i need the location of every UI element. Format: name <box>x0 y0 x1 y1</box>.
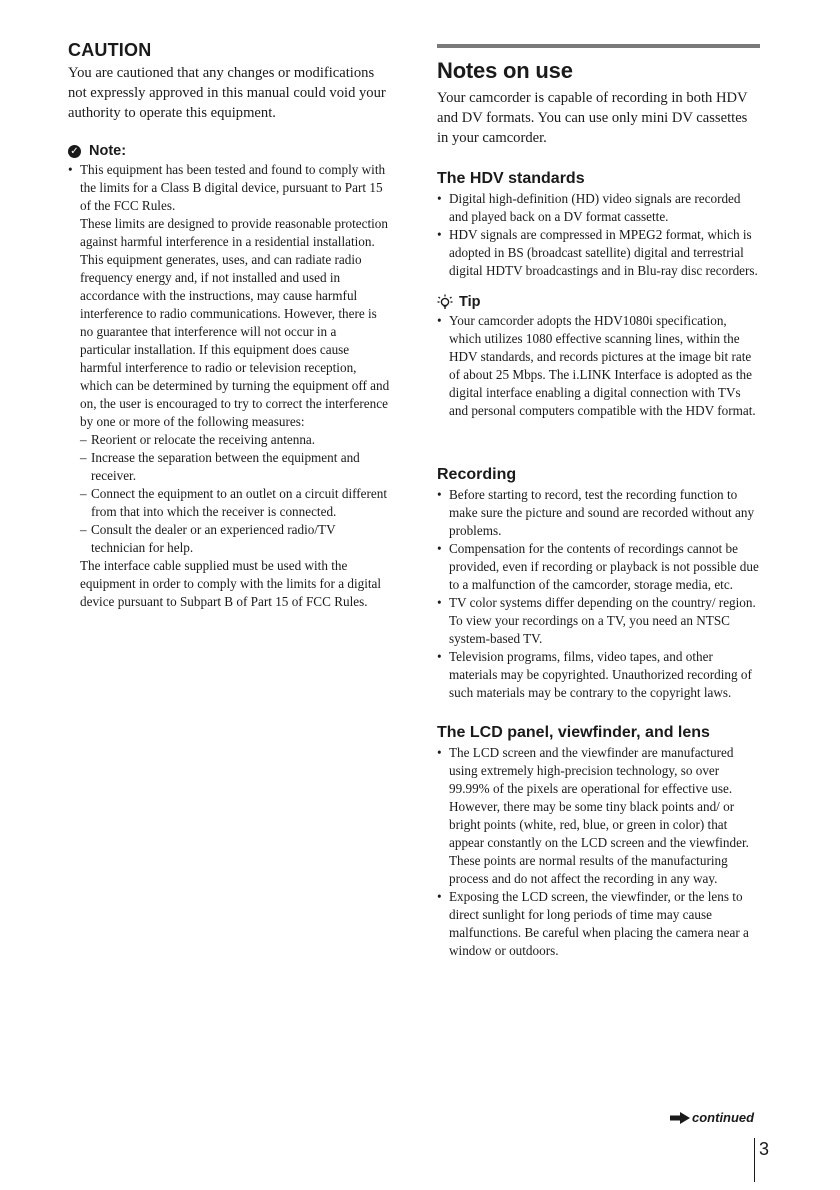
recording-heading: Recording <box>437 466 517 483</box>
measure-item: – Increase the separation between the equipment and receiver. <box>80 450 360 483</box>
notes-on-use-intro: Your camcorder is capable of recording in both HDV and DV formats. You can use only mini DV cassettes in your camcorder. <box>437 90 748 146</box>
note-para-1: This equipment has been tested and found to comply with the limits for a Class B digital device, pursuant to Part 15 of the FCC Rules. <box>80 162 386 213</box>
page-number-rule <box>754 1138 755 1182</box>
measure-item: – Connect the equipment to an outlet on a circuit different from that into which the receiver is connected. <box>80 486 388 519</box>
list-item: • Exposing the LCD screen, the viewfinder, or the lens to direct sunlight for long periods of time may cause malfunctions. Be careful when placing the camera near a window or outdoors. <box>437 889 749 958</box>
section-rule <box>437 44 760 48</box>
continued-label: continued <box>692 1110 755 1125</box>
note-heading <box>68 143 390 159</box>
hdv-list <box>437 190 760 280</box>
note-icon: ✓ <box>68 145 81 158</box>
continued-marker <box>670 1110 754 1125</box>
list-item: • Your camcorder adopts the HDV1080i specification, which utilizes 1080 effective scanning lines, within the HDV standards, and records pictures at the image bit rate of about 25 Mbps. The i.LINK Interface is adopted as the digital interface enabling a digital connection with TVs and personal computers compatible with the HDV format. <box>437 313 756 418</box>
list-item: • Before starting to record, test the recording function to make sure the picture and sound are recorded without any problems. <box>437 487 755 538</box>
tip-list <box>437 312 760 420</box>
note-item <box>68 161 390 611</box>
hdv-heading: The HDV standards <box>437 170 585 187</box>
arrow-right-icon <box>670 1112 690 1124</box>
note-para-2: These limits are designed to provide reasonable protection against harmful interference in a residential installation. This equipment generates, uses, and can radiate radio frequency energy and, if not installed and used in accordance with the instructions, may cause harmful interference to radio communications. However, there is no guarantee that interference will not occur in a particular installation. If this equipment does cause harmful interference to radio or television reception, which can be determined by turning the equipment off and on, the user is encouraged to try to correct the interference by one or more of the following measures: <box>80 216 390 429</box>
bullet: • <box>68 162 73 177</box>
lcd-heading: The LCD panel, viewfinder, and lens <box>437 724 710 741</box>
list-item: • HDV signals are compressed in MPEG2 format, which is adopted in BS (broadcast satellite) digital and terrestrial digital HDTV broadcastings and in Blu-ray disc recorders. <box>437 227 758 278</box>
measure-item: – Reorient or relocate the receiving antenna. <box>80 432 316 447</box>
page-number: 3 <box>759 1139 770 1159</box>
measures-list <box>80 431 390 557</box>
lightbulb-icon <box>437 294 453 310</box>
list-item: • Television programs, films, video tapes, and other materials may be copyrighted. Unauthorized recording of such materials may be contrary to the copyright laws. <box>437 649 752 700</box>
measure-item: – Consult the dealer or an experienced radio/TV technician for help. <box>80 522 336 555</box>
note-para-3: The interface cable supplied must be used with the equipment in order to comply with the limits for a digital device pursuant to Subpart B of Part 15 of FCC Rules. <box>80 558 382 609</box>
caution-title: CAUTION <box>68 40 152 60</box>
note-list <box>68 161 390 611</box>
recording-list <box>437 486 760 702</box>
left-column <box>68 38 390 611</box>
list-item: • TV color systems differ depending on the country/ region. To view your recordings on a TV, you need an NTSC system-based TV. <box>437 595 756 646</box>
tip-label: Tip <box>459 294 481 310</box>
note-label: Note: <box>89 143 127 159</box>
notes-on-use-title: Notes on use <box>437 58 573 83</box>
caution-text: You are cautioned that any changes or modifications not expressly approved in this manual could void your authority to operate this equipment. <box>68 65 386 121</box>
list-item: • The LCD screen and the viewfinder are manufactured using extremely high-precision technology, so over 99.99% of the pixels are operational for effective use. However, there may be some tiny black points and/ or bright points (white, red, blue, or green in color) that appear constantly on the LCD screen and the viewfinder. These points are normal results of the manufacturing process and do not affect the recording in any way. <box>437 745 749 886</box>
list-item: • Digital high-definition (HD) video signals are recorded and played back on a DV format cassette. <box>437 191 741 224</box>
right-column <box>437 38 760 960</box>
lcd-list <box>437 744 760 960</box>
tip-heading <box>437 294 760 310</box>
list-item: • Compensation for the contents of recordings cannot be provided, even if recording or playback is not possible due to a malfunction of the camcorder, storage media, etc. <box>437 541 759 592</box>
